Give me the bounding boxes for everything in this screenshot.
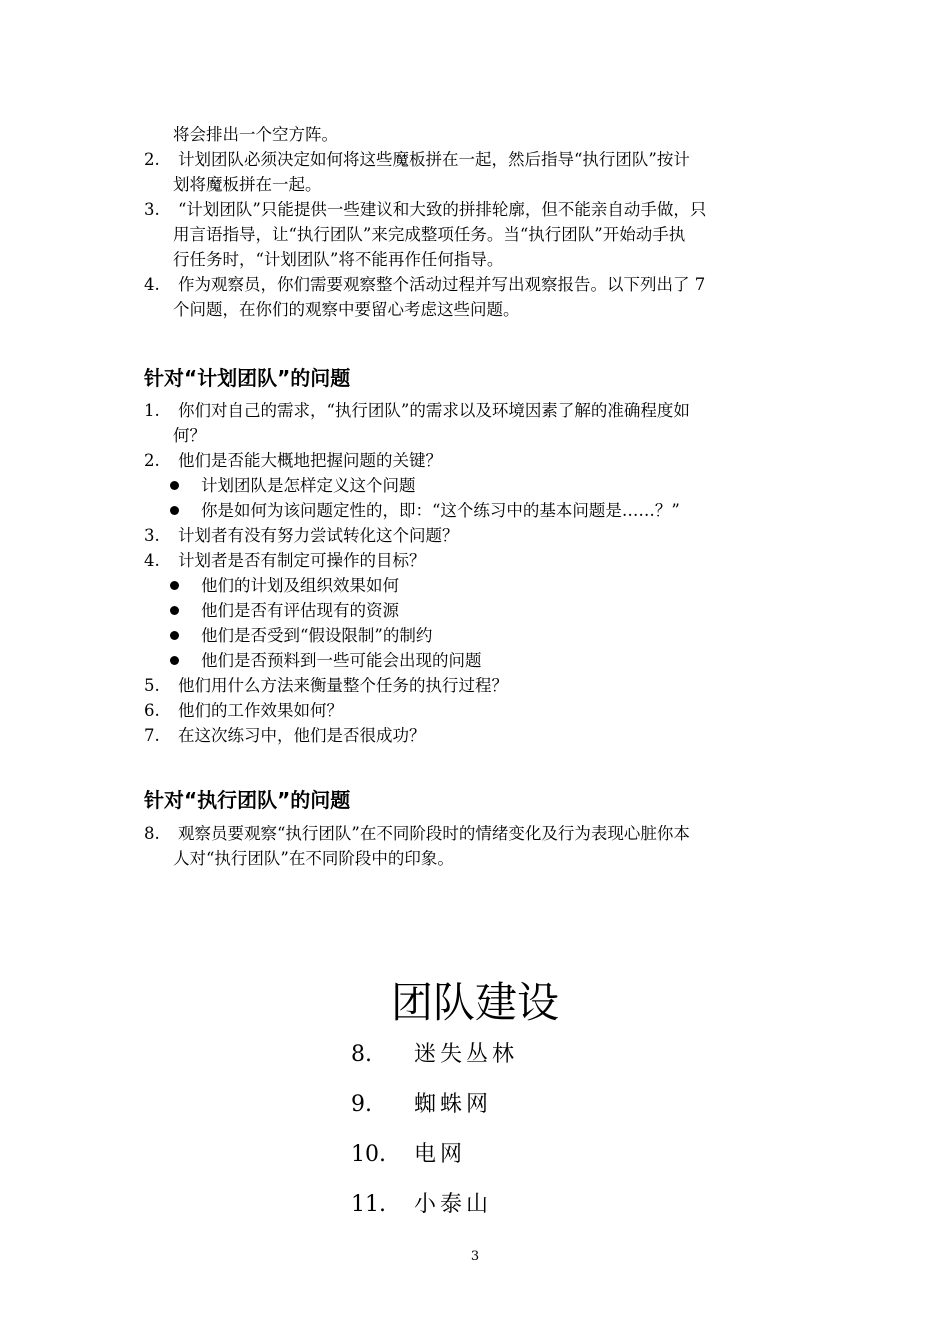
item-text: 他们是否能大概地把握问题的关键？ — [178, 451, 442, 470]
item-text: 作为观察员，你们需要观察整个活动过程并写出观察报告。以下列出了 7 — [178, 275, 706, 294]
activity-number: 9. — [351, 1092, 372, 1117]
activity-label: 电网 — [414, 1142, 467, 1167]
item-number: 8. — [144, 824, 160, 843]
bullet-icon — [170, 581, 179, 590]
activity-item — [351, 1030, 518, 1080]
item-number: 2. — [144, 150, 160, 169]
question-2 — [144, 448, 810, 473]
item-text: 观察员要观察“执行团队”在不同阶段时的情绪变化及行为表现心脏你本 — [178, 824, 690, 843]
page-number: 3 — [470, 1249, 480, 1264]
section-heading-execution-team: 针对“执行团队”的问题 — [144, 788, 351, 812]
bullet-icon — [170, 606, 179, 615]
bullet-item — [144, 473, 810, 498]
bullet-text: 他们是否有评估现有的资源 — [201, 601, 399, 620]
bullet-text: 计划团队是怎样定义这个问题 — [201, 476, 416, 495]
item-number: 6. — [144, 701, 160, 720]
item-text: 他们的工作效果如何？ — [178, 701, 343, 720]
bullet-icon — [170, 481, 179, 490]
bullet-item — [144, 598, 810, 623]
section-heading-planning-team: 针对“计划团队”的问题 — [144, 366, 351, 390]
item-number: 2. — [144, 451, 160, 470]
bullet-text: 他们的计划及组织效果如何 — [201, 576, 399, 595]
item-number: 4. — [144, 551, 160, 570]
question-6 — [144, 698, 810, 723]
item-number: 5. — [144, 676, 160, 695]
planning-team-questions — [144, 398, 810, 748]
intro-item-3 — [144, 197, 810, 222]
item-text: 你们对自己的需求，“执行团队”的需求以及环境因素了解的准确程度如 — [178, 401, 690, 420]
item-number: 1. — [144, 401, 160, 420]
activity-number: 10. — [351, 1142, 386, 1167]
intro-item-3-cont: 用言语指导，让“执行团队”来完成整项任务。当“执行团队”开始动手执 — [173, 225, 686, 244]
team-building-title: 团队建设 — [390, 978, 559, 1027]
question-8-cont: 人对“执行团队”在不同阶段中的印象。 — [173, 849, 454, 868]
activity-item — [351, 1180, 518, 1230]
item-number: 3. — [144, 526, 160, 545]
question-1-cont: 何？ — [173, 426, 206, 445]
bullet-icon — [170, 506, 179, 515]
bullet-icon — [170, 631, 179, 640]
intro-item-4 — [144, 272, 810, 297]
activity-number: 11. — [351, 1192, 386, 1217]
bullet-item — [144, 648, 810, 673]
activity-item — [351, 1080, 518, 1130]
bullet-item — [144, 623, 810, 648]
question-1 — [144, 398, 810, 423]
activity-item — [351, 1130, 518, 1180]
activity-label: 迷失丛林 — [414, 1042, 519, 1067]
item-text: 他们用什么方法来衡量整个任务的执行过程？ — [178, 676, 508, 695]
bullet-item — [144, 498, 810, 523]
intro-item-4-cont: 个问题，在你们的观察中要留心考虑这些问题。 — [173, 300, 520, 319]
question-8 — [144, 821, 810, 846]
question-4 — [144, 548, 810, 573]
bullet-text: 你是如何为该问题定性的，即：“这个练习中的基本问题是……？” — [201, 501, 680, 520]
intro-item-2 — [144, 147, 810, 172]
item-text: 计划团队必须决定如何将这些魔板拼在一起，然后指导“执行团队”按计 — [178, 150, 690, 169]
intro-continuation-line: 将会排出一个空方阵。 — [173, 125, 338, 144]
question-5 — [144, 673, 810, 698]
bullet-item — [144, 573, 810, 598]
intro-item-3-cont: 行任务时，“计划团队”将不能再作任何指导。 — [173, 250, 504, 269]
bullet-icon — [170, 656, 179, 665]
item-number: 4. — [144, 275, 160, 294]
item-text: “计划团队”只能提供一些建议和大致的拼排轮廓，但不能亲自动手做，只 — [178, 200, 707, 219]
activity-list — [351, 1030, 518, 1230]
question-7 — [144, 723, 810, 748]
item-number: 3. — [144, 200, 160, 219]
bullet-text: 他们是否预料到一些可能会出现的问题 — [201, 651, 482, 670]
intro-list — [144, 122, 810, 322]
intro-item-2-cont: 划将魔板拼在一起。 — [173, 175, 322, 194]
execution-team-questions — [144, 821, 810, 871]
activity-number: 8. — [351, 1042, 372, 1067]
activity-label: 小泰山 — [414, 1192, 493, 1217]
item-text: 在这次练习中，他们是否很成功？ — [178, 726, 426, 745]
question-3 — [144, 523, 810, 548]
item-number: 7. — [144, 726, 160, 745]
bullet-text: 他们是否受到“假设限制”的制约 — [201, 626, 433, 645]
activity-label: 蜘蛛网 — [414, 1092, 493, 1117]
item-text: 计划者有没有努力尝试转化这个问题？ — [178, 526, 459, 545]
item-text: 计划者是否有制定可操作的目标？ — [178, 551, 426, 570]
